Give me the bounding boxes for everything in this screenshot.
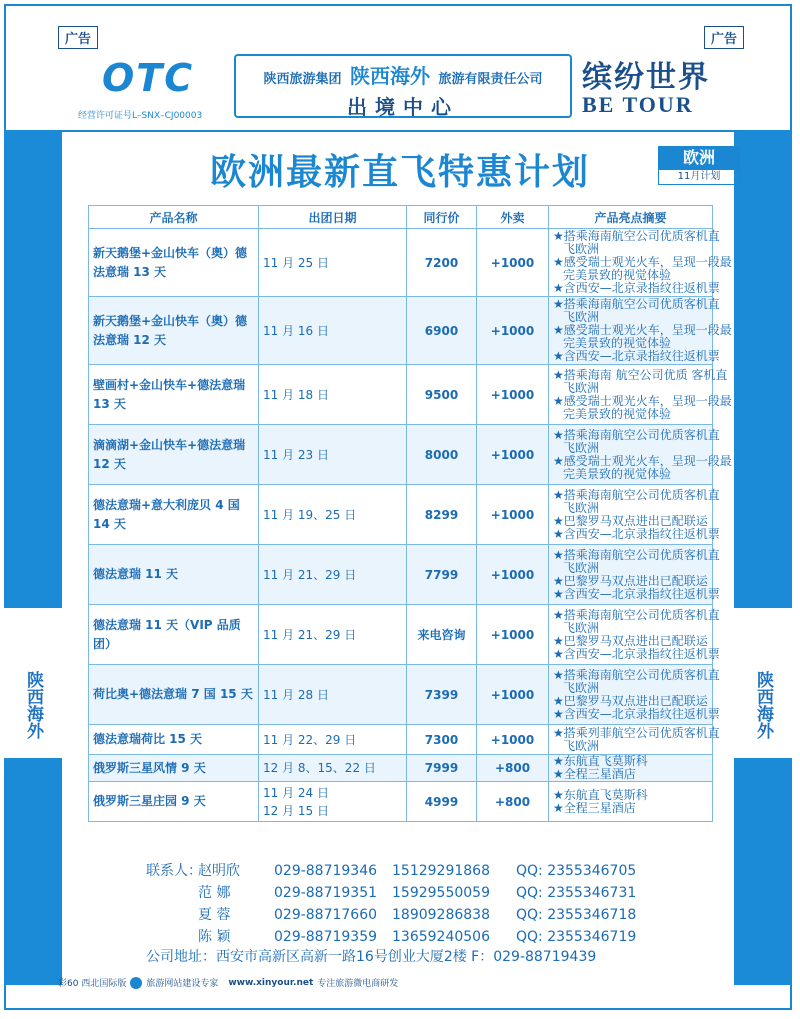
departure-date: 11 月 21、29 日: [259, 545, 407, 605]
highlight-line: 飞欧洲: [563, 440, 600, 455]
highlight-line: 飞欧洲: [563, 680, 600, 695]
company-address: 公司地址：西安市高新区高新一路16号创业大厦2楼 F：029-88719439: [146, 949, 597, 965]
departure-date: 11 月 18 日: [259, 365, 407, 425]
side-text-left: 陕西海外: [23, 671, 43, 739]
col-header-sale: 外卖: [477, 206, 549, 229]
product-highlights: [549, 755, 713, 782]
contact-qq: QQ: 2355346719: [516, 929, 637, 945]
trade-price: 9500: [407, 365, 477, 425]
highlight-line: ★搭乘海南航空公司优质客机直: [553, 229, 720, 243]
col-header-name: 产品名称: [89, 206, 259, 229]
highlight-line: 完美景致的视觉体验: [563, 466, 672, 481]
retail-markup: +1000: [477, 485, 549, 545]
highlight-line: ★全程三星酒店: [553, 800, 636, 815]
trade-price: 8299: [407, 485, 477, 545]
highlight-line: ★感受瑞士观光火车，呈现一段最: [553, 323, 732, 337]
trade-price: 7999: [407, 755, 477, 782]
product-highlights: [549, 782, 713, 822]
retail-markup: +1000: [477, 229, 549, 297]
retail-markup: +800: [477, 782, 549, 822]
contact-qq: QQ: 2355346705: [516, 863, 637, 879]
highlight-line: ★搭乘海南航空公司优质客机直: [553, 427, 720, 442]
highlight-line: ★感受瑞士观光火车，呈现一段最: [553, 453, 732, 468]
highlight-line: ★东航直飞莫斯科: [553, 787, 648, 802]
footer-slogan: 专注旅游微电商研发: [317, 979, 399, 989]
retail-markup: +1000: [477, 545, 549, 605]
retail-markup: +800: [477, 755, 549, 782]
departure-date: 11 月 25 日: [259, 229, 407, 297]
table-row: [89, 297, 713, 365]
company-suffix: 旅游有限责任公司: [438, 72, 543, 87]
highlight-line: ★感受瑞士观光火车，呈现一段最: [553, 393, 732, 408]
highlight-line: ★搭乘海南航空公司优质客机直: [553, 297, 720, 311]
footer-tagline: 旅游网站建设专家: [146, 979, 219, 989]
highlight-line: ★含西安—北京录指纹往返机票: [553, 349, 720, 363]
departure-date: 11 月 23 日: [259, 425, 407, 485]
retail-markup: +1000: [477, 365, 549, 425]
product-name: 德法意瑞+意大利庞贝 4 国 14 天: [89, 485, 259, 545]
highlight-line: ★巴黎罗马双点进出已配联运: [553, 573, 708, 588]
highlight-line: ★搭乘海南航空公司优质客机直: [553, 607, 720, 622]
otc-logo: OTC: [102, 56, 195, 100]
table-row: [89, 425, 713, 485]
retail-markup: +1000: [477, 297, 549, 365]
product-highlights: [549, 665, 720, 725]
company-main: 陕西海外: [350, 64, 430, 88]
footer-page: 彩60 西北国际版: [58, 979, 127, 989]
table-header-row: [89, 206, 713, 229]
contact-name: 赵明欣: [198, 863, 240, 879]
table-row: [89, 229, 713, 297]
table-row: [89, 605, 713, 665]
product-name: 德法意瑞 11 天: [89, 545, 259, 605]
contact-phone: 029-88719359: [274, 929, 378, 945]
departure-date: 11 月 21、29 日: [259, 605, 407, 665]
highlight-line: 完美景致的视觉体验: [563, 336, 672, 350]
trade-price: 4999: [407, 782, 477, 822]
highlight-line: 飞欧洲: [563, 310, 600, 324]
product-highlights: [549, 425, 732, 485]
product-name: 新天鹅堡+金山快车（奥）德法意瑞 12 天: [89, 297, 259, 365]
brand-en: BE TOUR: [582, 92, 694, 117]
product-name: 俄罗斯三星庄园 9 天: [89, 782, 259, 822]
trade-price: 7799: [407, 545, 477, 605]
contact-name: 夏 蓉: [198, 907, 231, 923]
highlight-line: 完美景致的视觉体验: [563, 406, 672, 421]
table-row: [89, 725, 713, 755]
departure-date: 11 月 16 日: [259, 297, 407, 365]
retail-markup: +1000: [477, 665, 549, 725]
highlight-line: ★巴黎罗马双点进出已配联运: [553, 633, 708, 648]
highlight-line: 飞欧洲: [563, 738, 600, 753]
product-name: 滴滴湖+金山快车+德法意瑞 12 天: [89, 425, 259, 485]
highlight-line: ★搭乘海南航空公司优质客机直: [553, 667, 720, 682]
company-box: [234, 54, 572, 118]
contact-mobile: 13659240506: [392, 929, 490, 945]
col-header-price: 同行价: [407, 206, 477, 229]
center-name: 出境中心: [347, 95, 459, 119]
departure-date: 11 月 28 日: [259, 665, 407, 725]
group-name: 陕西旅游集团: [263, 72, 342, 87]
ad-tag-left: 广告: [58, 26, 98, 49]
highlight-line: ★东航直飞莫斯科: [553, 754, 648, 768]
highlight-line: 飞欧洲: [563, 380, 600, 395]
trade-price: 6900: [407, 297, 477, 365]
side-band-right: [734, 130, 792, 985]
region-badge: [658, 146, 740, 186]
ad-tag-right: 广告: [704, 26, 744, 49]
footer-url[interactable]: www.xinyour.net: [228, 977, 314, 988]
plans-table-body: [89, 229, 732, 822]
contact-row: [146, 904, 706, 926]
col-header-highlights: 产品亮点摘要: [549, 206, 713, 229]
product-highlights: [549, 229, 732, 297]
retail-markup: +1000: [477, 425, 549, 485]
contact-mobile: 18909286838: [392, 907, 490, 923]
trade-price: 7200: [407, 229, 477, 297]
side-band-left: [4, 130, 62, 985]
highlight-line: ★搭乘海南 航空公司优质 客机直: [553, 367, 728, 382]
retail-markup: +1000: [477, 605, 549, 665]
product-name: 壁画村+金山快车+德法意瑞 13 天: [89, 365, 259, 425]
contacts: [146, 860, 706, 948]
company-name: [236, 60, 570, 89]
highlight-line: ★含西安—北京录指纹往返机票: [553, 706, 720, 721]
table-row: [89, 485, 713, 545]
col-header-date: 出团日期: [259, 206, 407, 229]
highlight-line: ★含西安—北京录指纹往返机票: [553, 586, 720, 601]
highlight-line: 飞欧洲: [563, 620, 600, 635]
contact-phone: 029-88717660: [274, 907, 378, 923]
contact-row: [146, 882, 706, 904]
product-name: 新天鹅堡+金山快车（奥）德法意瑞 13 天: [89, 229, 259, 297]
region-plan: 11月计划: [658, 170, 740, 185]
product-name: 荷比奥+德法意瑞 7 国 15 天: [89, 665, 259, 725]
departure-date: 12 月 8、15、22 日: [259, 755, 407, 782]
table-row: [89, 365, 713, 425]
region-name: 欧洲: [658, 146, 740, 170]
table-row: [89, 665, 713, 725]
trade-price: 7399: [407, 665, 477, 725]
highlight-line: ★含西安—北京录指纹往返机票: [553, 526, 720, 541]
table-row: [89, 545, 713, 605]
contact-phone: 029-88719346: [274, 863, 378, 879]
contact-name: 范 娜: [198, 885, 231, 901]
product-highlights: [549, 297, 732, 365]
trade-price: 来电咨询: [407, 605, 477, 665]
table-row: [89, 782, 713, 822]
highlight-line: ★搭乘海南航空公司优质客机直: [553, 487, 720, 502]
highlight-line: ★感受瑞士观光火车，呈现一段最: [553, 255, 732, 269]
departure-date: 11 月 19、25 日: [259, 485, 407, 545]
product-highlights: [549, 485, 720, 545]
product-highlights: [549, 545, 720, 605]
brand-cn: 缤纷世界: [582, 60, 710, 95]
highlight-line: ★含西安—北京录指纹往返机票: [553, 646, 720, 661]
header: [58, 50, 742, 132]
table-row: [89, 755, 713, 782]
contact-label: 联系人：: [146, 863, 202, 879]
highlight-line: ★搭乘列菲航空公司优质客机直: [553, 725, 720, 740]
contact-name: 陈 颖: [198, 929, 231, 945]
contact-phone: 029-88719351: [274, 885, 378, 901]
departure-date: 11 月 24 日 12 月 15 日: [259, 782, 407, 822]
contact-mobile: 15929550059: [392, 885, 490, 901]
highlight-line: 完美景致的视觉体验: [563, 268, 672, 282]
product-highlights: [549, 605, 720, 665]
contact-mobile: 15129291868: [392, 863, 490, 879]
product-name: 德法意瑞荷比 15 天: [89, 725, 259, 755]
trade-price: 8000: [407, 425, 477, 485]
highlight-line: ★全程三星酒店: [553, 767, 636, 781]
highlight-line: ★巴黎罗马双点进出已配联运: [553, 513, 708, 528]
plans-table: [88, 205, 732, 822]
product-name: 德法意瑞 11 天（VIP 品质团）: [89, 605, 259, 665]
contact-row: [146, 926, 706, 948]
contact-row: [146, 860, 706, 882]
highlight-line: 飞欧洲: [563, 560, 600, 575]
contact-qq: QQ: 2355346718: [516, 907, 637, 923]
license-number: 经营许可证号L–SNX–CJ00003: [78, 111, 203, 121]
highlight-line: 飞欧洲: [563, 500, 600, 515]
trade-price: 7300: [407, 725, 477, 755]
product-highlights: [549, 725, 720, 755]
footer: [58, 976, 398, 989]
departure-date: 11 月 22、29 日: [259, 725, 407, 755]
highlight-line: 飞欧洲: [563, 242, 600, 256]
highlight-line: ★含西安—北京录指纹往返机票: [553, 281, 720, 295]
highlight-line: ★搭乘海南航空公司优质客机直: [553, 547, 720, 562]
side-text-right: 陕西海外: [753, 671, 773, 739]
product-highlights: [549, 365, 732, 425]
footer-logo-icon: [130, 977, 142, 989]
contact-qq: QQ: 2355346731: [516, 885, 637, 901]
page-title: 欧洲最新直飞特惠计划: [209, 152, 590, 193]
product-name: 俄罗斯三星风情 9 天: [89, 755, 259, 782]
highlight-line: ★巴黎罗马双点进出已配联运: [553, 693, 708, 708]
retail-markup: +1000: [477, 725, 549, 755]
